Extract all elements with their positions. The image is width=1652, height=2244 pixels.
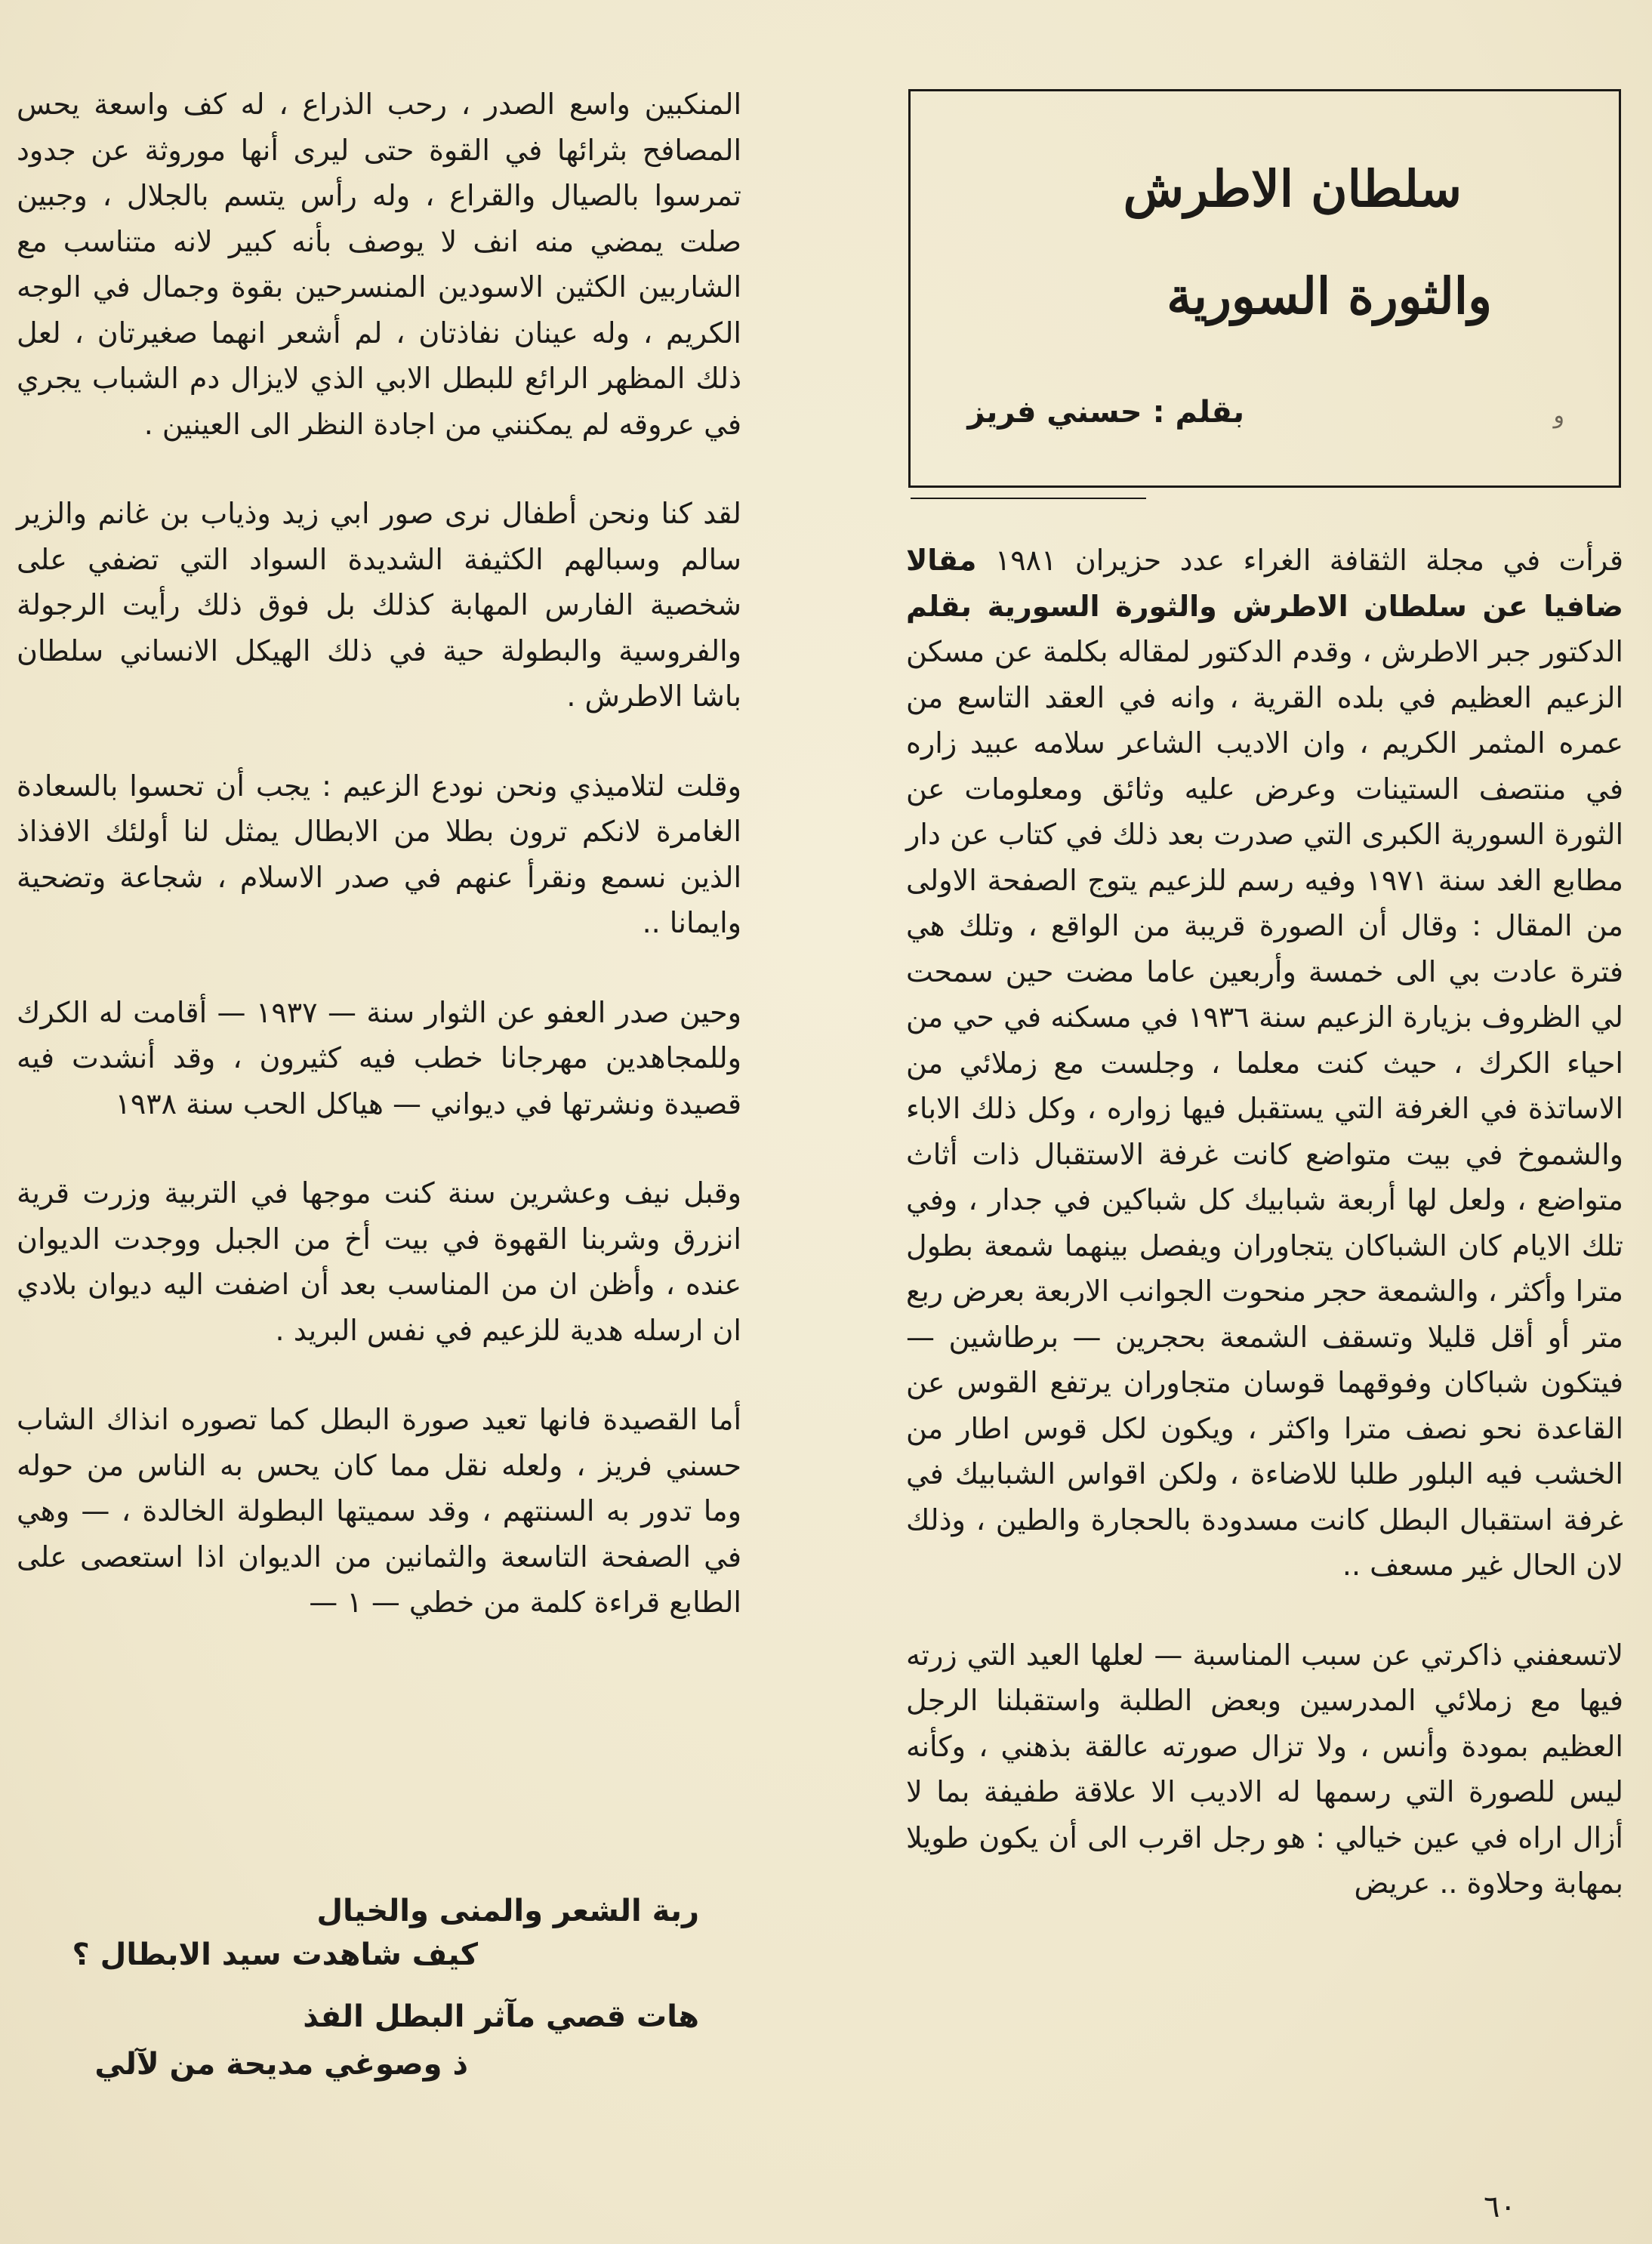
- title-underline-rule: [911, 498, 1146, 499]
- left-paragraph-3: وقلت لتلاميذي ونحن نودع الزعيم : يجب أن تحسوا بالسعادة الغامرة لانكم ترون بطلا من الابطال يمثل لنا أولئك الافذاذ الذين نسمع ونقرأ عنهم في صدر الاسلام ، شجاعة وتضحية وايمانا ..: [17, 769, 741, 939]
- left-paragraph-2: لقد كنا ونحن أطفال نرى صور ابي زيد وذياب بن غانم والزير سالم وسبالهم الكثيفة الشديدة السواد التي تضفي على شخصية الفارس المهابة كذلك بل فوق ذلك رأيت الرجولة والفروسية والبطولة حية في ذلك الهيكل الانساني سلطان باشا الاطرش .: [17, 497, 741, 713]
- right-paragraph-1-intro: قرأت في مجلة الثقافة الغراء عدد حزيران ١٩٨١: [994, 544, 1623, 577]
- right-paragraph-1-body: الدكتور جبر الاطرش ، وقدم الدكتور لمقاله بكلمة عن مسكن الزعيم العظيم في بلده القرية ، وانه في العقد التاسع من عمره المثمر الكريم ، وان الاديب الشاعر سلامه عبيد زاره في منتصف الستينات وعرض عليه وثائق ومعلومات عن الثورة السورية الكبرى التي صدرت بعد ذلك في كتاب عن دار مطابع الغد سنة ١٩٧١ وفيه رسم للزعيم يتوج الصفحة الاولى من المقال : وقال أن الصورة قريبة من الواقع ، وتلك هي فترة عادت بي الى خمسة وأربعين عاما مضت حين سمحت لي الظروف بزيارة الزعيم سنة ١٩٣٦ في مسكنه في حي من احياء الكرك ، حيث كنت معلما ، وجلست مع زملائي من الاساتذة في الغرفة التي يستقبل فيها زواره ، وكل ذلك الاباء والشموخ في بيت متواضع كانت غرفة الاستقبال ذات أثاث متواضع ، ولعل لها أربعة شبابيك كل شباكين في جدار ، وفي تلك الايام كان الشباكان يتجاوران ويفصل بينهما شمعة بطول مترا وأكثر ، والشمعة حجر منحوت الجوانب الاربعة بعرض ربع متر أو أقل قليلا وتسقف الشمعة بحجرين — برطاشين — فيتكون شباكان وفوقهما قوسان متجاوران يرتفع القوس عن القاعدة نحو نصف مترا واكثر ، ويكون لكل قوس اطار من الخشب فيه البلور طلبا للاضاءة ، ولكن اقواس الشبابيك في غرفة استقبال البطل كانت مسدودة بالحجارة والطين ، وذلك لان الحال غير مسعف ..: [906, 635, 1623, 1582]
- left-paragraph-4: وحين صدر العفو عن الثوار سنة — ١٩٣٧ — أقامت له الكرك وللمجاهدين مهرجانا خطب فيه كثيرون ، وقد أنشدت فيه قصيدة ونشرتها في ديواني — هياكل الحب سنة ١٩٣٨: [17, 995, 741, 1120]
- left-paragraph-5: وقبل نيف وعشرين سنة كنت موجها في التربية وزرت قرية انزرق وشربنا القهوة في بيت أخ من الجبل ووجدت الديوان عنده ، وأظن ان من المناسب بعد أن اضفت اليه ديوان بلادي ان ارسله هدية للزعيم في نفس البريد .: [17, 1176, 741, 1347]
- right-text-column: [906, 538, 1623, 1906]
- poem-line-3: هات قصي مآثر البطل الفذ: [303, 1999, 699, 2034]
- article-title-line-2: والثورة السورية: [1167, 267, 1492, 325]
- right-paragraph-1-bold: مقالا ضافيا عن سلطان الاطرش والثورة السورية بقلم: [906, 544, 1623, 623]
- left-text-column: [17, 82, 741, 1626]
- right-paragraph-1: [906, 538, 1623, 1589]
- article-title-line-1: سلطان الاطرش: [1123, 159, 1462, 218]
- page-number: ٦٠: [1484, 2190, 1516, 2224]
- left-paragraph-6: أما القصيدة فانها تعيد صورة البطل كما تصوره انذاك الشاب حسني فريز ، ولعله نقل مما كان يحس به الناس من حوله وما تدور به السنتهم ، وقد سميتها البطولة الخالدة ، — وهي في الصفحة التاسعة والثمانين من الديوان اذا استعصى على الطابع قراءة كلمة من خطي — ١ —: [17, 1403, 741, 1619]
- poem-line-4: ذ وصوغي مديحة من لآلي: [94, 2047, 468, 2082]
- poem-line-1: ربة الشعر والمنى والخيال: [316, 1894, 699, 1928]
- left-paragraph-1: المنكبين واسع الصدر ، رحب الذراع ، له كف واسعة يحس المصافح بثرائها في القوة حتى ليرى أنها موروثة عن جدود تمرسوا بالصيال والقراع ، وله رأس يتسم بالجلال ، وجبين صلت يمضي منه انف لا يوصف بأنه كبير لانه متناسب مع الشاربين الكثين الاسودين المنسرحين بقوة وجمال في الوجه الكريم ، وله عينان نفاذتان ، لم أشعر انهما صغيرتان ، لعل ذلك المظهر الرائع للبطل الابي الذي لايزال دم الشباب يجري في عروقه لم يمكنني من اجادة النظر الى العينين .: [17, 88, 741, 441]
- right-paragraph-2: لاتسعفني ذاكرتي عن سبب المناسبة — لعلها العيد التي زرته فيها مع زملائي المدرسين وبعض الطلبة واستقبلنا الرجل العظيم بمودة وأنس ، ولا تزال صورته عالقة بذهني ، وكأنه ليس للصورة التي رسمها له الاديب الا علاقة طفيفة بما لا أزال اراه في عين خيالي : هو رجل اقرب الى أن يكون طويلا بمهابة وحلاوة .. عريض: [906, 1638, 1623, 1900]
- box-mark: و: [1553, 402, 1564, 429]
- article-title-box: [908, 89, 1621, 488]
- poem-line-2: كيف شاهدت سيد الابطال ؟: [72, 1937, 478, 1972]
- article-byline: بقلم : حسني فريز: [967, 395, 1244, 430]
